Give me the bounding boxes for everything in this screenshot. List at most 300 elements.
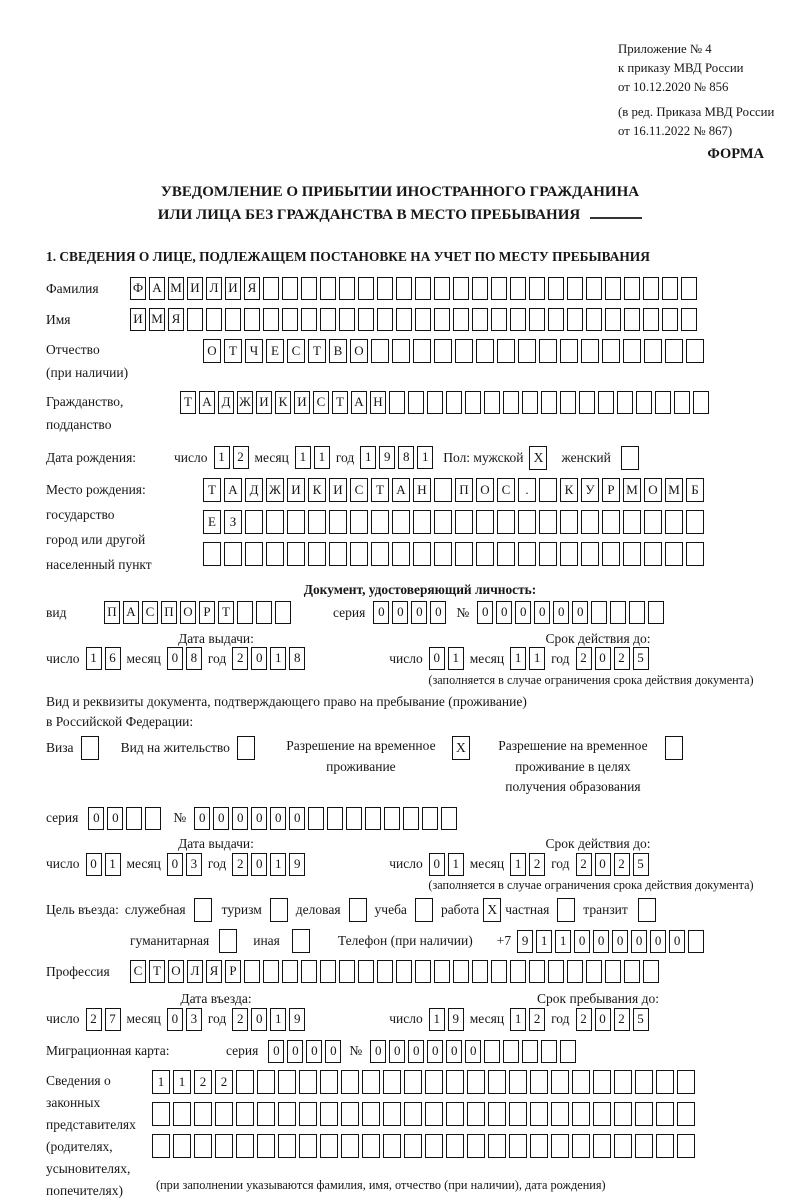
char-cell[interactable]: 0 — [373, 601, 389, 624]
stay-day-cells[interactable] — [429, 1008, 464, 1031]
char-cell[interactable]: С — [497, 478, 515, 502]
char-cell[interactable]: И — [130, 308, 146, 331]
birth-day-cells[interactable] — [214, 446, 249, 469]
temp-residence-permit-checkbox[interactable]: X — [452, 736, 470, 760]
char-cell[interactable]: 0 — [430, 601, 446, 624]
char-cell[interactable]: 5 — [633, 853, 649, 876]
char-cell[interactable]: 0 — [669, 930, 685, 953]
char-cell[interactable] — [518, 542, 536, 566]
char-cell[interactable]: 2 — [529, 853, 545, 876]
char-cell[interactable] — [425, 1134, 443, 1158]
char-cell[interactable]: О — [476, 478, 494, 502]
char-cell[interactable]: 2 — [232, 647, 248, 670]
purpose-other-checkbox[interactable] — [292, 929, 310, 953]
char-cell[interactable] — [476, 510, 494, 534]
char-cell[interactable]: А — [392, 478, 410, 502]
char-cell[interactable] — [677, 1070, 695, 1094]
char-cell[interactable] — [662, 308, 678, 331]
char-cell[interactable]: 0 — [650, 930, 666, 953]
char-cell[interactable] — [581, 510, 599, 534]
char-cell[interactable] — [446, 1102, 464, 1126]
char-cell[interactable]: 0 — [289, 807, 305, 830]
char-cell[interactable]: 0 — [325, 1040, 341, 1063]
char-cell[interactable] — [257, 1102, 275, 1126]
char-cell[interactable]: К — [560, 478, 578, 502]
char-cell[interactable]: 2 — [576, 1008, 592, 1031]
char-cell[interactable] — [350, 542, 368, 566]
purpose-tourism-checkbox[interactable] — [270, 898, 288, 922]
patronymic-cells[interactable] — [203, 339, 704, 363]
char-cell[interactable] — [404, 1070, 422, 1094]
char-cell[interactable]: 2 — [233, 446, 249, 469]
char-cell[interactable] — [541, 1040, 557, 1063]
char-cell[interactable] — [605, 308, 621, 331]
char-cell[interactable] — [453, 308, 469, 331]
char-cell[interactable] — [472, 277, 488, 300]
purpose-official-checkbox[interactable] — [194, 898, 212, 922]
phone-cells[interactable] — [517, 930, 704, 953]
char-cell[interactable] — [287, 542, 305, 566]
char-cell[interactable]: М — [623, 478, 641, 502]
char-cell[interactable] — [225, 308, 241, 331]
char-cell[interactable] — [453, 960, 469, 983]
char-cell[interactable] — [602, 542, 620, 566]
resid-valid-year-cells[interactable] — [576, 853, 649, 876]
char-cell[interactable]: 0 — [107, 807, 123, 830]
char-cell[interactable] — [299, 1102, 317, 1126]
char-cell[interactable]: И — [256, 391, 272, 414]
char-cell[interactable] — [377, 277, 393, 300]
char-cell[interactable] — [434, 510, 452, 534]
char-cell[interactable] — [384, 807, 400, 830]
char-cell[interactable] — [488, 1102, 506, 1126]
char-cell[interactable] — [686, 510, 704, 534]
char-cell[interactable]: Н — [413, 478, 431, 502]
char-cell[interactable] — [530, 1070, 548, 1094]
char-cell[interactable] — [581, 339, 599, 363]
char-cell[interactable] — [491, 277, 507, 300]
char-cell[interactable] — [593, 1134, 611, 1158]
char-cell[interactable] — [194, 1102, 212, 1126]
char-cell[interactable] — [665, 339, 683, 363]
char-cell[interactable] — [560, 1040, 576, 1063]
char-cell[interactable] — [579, 391, 595, 414]
char-cell[interactable] — [509, 1102, 527, 1126]
char-cell[interactable]: 2 — [86, 1008, 102, 1031]
char-cell[interactable] — [572, 1134, 590, 1158]
char-cell[interactable]: 0 — [572, 601, 588, 624]
char-cell[interactable] — [617, 391, 633, 414]
char-cell[interactable] — [282, 308, 298, 331]
char-cell[interactable] — [434, 277, 450, 300]
char-cell[interactable] — [350, 510, 368, 534]
char-cell[interactable] — [518, 339, 536, 363]
resid-issue-year-cells[interactable] — [232, 853, 305, 876]
profession-cells[interactable] — [130, 960, 659, 983]
resid-issue-day-cells[interactable] — [86, 853, 121, 876]
birth-month-cells[interactable] — [295, 446, 330, 469]
char-cell[interactable] — [301, 960, 317, 983]
char-cell[interactable] — [282, 960, 298, 983]
char-cell[interactable] — [643, 308, 659, 331]
char-cell[interactable] — [629, 601, 645, 624]
char-cell[interactable] — [467, 1134, 485, 1158]
char-cell[interactable] — [467, 1070, 485, 1094]
char-cell[interactable]: Я — [206, 960, 222, 983]
char-cell[interactable]: 9 — [289, 853, 305, 876]
char-cell[interactable]: 3 — [186, 853, 202, 876]
char-cell[interactable] — [308, 510, 326, 534]
char-cell[interactable]: О — [180, 601, 196, 624]
char-cell[interactable]: 0 — [631, 930, 647, 953]
char-cell[interactable]: 9 — [379, 446, 395, 469]
char-cell[interactable]: 0 — [306, 1040, 322, 1063]
char-cell[interactable] — [365, 807, 381, 830]
char-cell[interactable] — [488, 1134, 506, 1158]
char-cell[interactable]: 1 — [510, 1008, 526, 1031]
char-cell[interactable]: 1 — [448, 853, 464, 876]
char-cell[interactable] — [624, 277, 640, 300]
char-cell[interactable] — [404, 1102, 422, 1126]
char-cell[interactable] — [244, 960, 260, 983]
char-cell[interactable] — [308, 807, 324, 830]
char-cell[interactable]: М — [149, 308, 165, 331]
char-cell[interactable] — [636, 391, 652, 414]
purpose-study-checkbox[interactable] — [415, 898, 433, 922]
char-cell[interactable]: 0 — [411, 601, 427, 624]
char-cell[interactable]: 1 — [270, 647, 286, 670]
char-cell[interactable] — [644, 542, 662, 566]
char-cell[interactable] — [263, 960, 279, 983]
char-cell[interactable] — [551, 1070, 569, 1094]
char-cell[interactable] — [145, 807, 161, 830]
char-cell[interactable]: Т — [218, 601, 234, 624]
char-cell[interactable]: 1 — [510, 853, 526, 876]
char-cell[interactable] — [320, 960, 336, 983]
char-cell[interactable] — [560, 510, 578, 534]
char-cell[interactable] — [688, 930, 704, 953]
char-cell[interactable]: Я — [244, 277, 260, 300]
char-cell[interactable] — [567, 277, 583, 300]
char-cell[interactable] — [656, 1070, 674, 1094]
char-cell[interactable] — [282, 277, 298, 300]
char-cell[interactable] — [623, 542, 641, 566]
char-cell[interactable] — [614, 1070, 632, 1094]
char-cell[interactable] — [610, 601, 626, 624]
char-cell[interactable] — [358, 960, 374, 983]
stay-year-cells[interactable] — [576, 1008, 649, 1031]
char-cell[interactable]: 1 — [214, 446, 230, 469]
char-cell[interactable]: 0 — [167, 647, 183, 670]
char-cell[interactable]: 2 — [614, 647, 630, 670]
char-cell[interactable] — [152, 1134, 170, 1158]
char-cell[interactable] — [541, 391, 557, 414]
char-cell[interactable] — [215, 1134, 233, 1158]
char-cell[interactable]: 1 — [152, 1070, 170, 1094]
char-cell[interactable] — [643, 277, 659, 300]
char-cell[interactable] — [396, 960, 412, 983]
char-cell[interactable]: 1 — [448, 647, 464, 670]
char-cell[interactable] — [510, 308, 526, 331]
char-cell[interactable] — [548, 308, 564, 331]
char-cell[interactable] — [434, 542, 452, 566]
char-cell[interactable]: 9 — [517, 930, 533, 953]
char-cell[interactable] — [567, 308, 583, 331]
char-cell[interactable]: С — [130, 960, 146, 983]
char-cell[interactable] — [693, 391, 709, 414]
char-cell[interactable]: 0 — [429, 647, 445, 670]
char-cell[interactable] — [392, 339, 410, 363]
char-cell[interactable] — [441, 807, 457, 830]
char-cell[interactable] — [624, 960, 640, 983]
char-cell[interactable] — [287, 510, 305, 534]
char-cell[interactable] — [491, 960, 507, 983]
char-cell[interactable]: 0 — [194, 807, 210, 830]
char-cell[interactable] — [341, 1102, 359, 1126]
doc-issue-month-cells[interactable] — [167, 647, 202, 670]
char-cell[interactable]: 8 — [186, 647, 202, 670]
char-cell[interactable] — [126, 807, 142, 830]
char-cell[interactable] — [635, 1070, 653, 1094]
char-cell[interactable]: 1 — [295, 446, 311, 469]
char-cell[interactable] — [266, 510, 284, 534]
char-cell[interactable]: 5 — [633, 1008, 649, 1031]
char-cell[interactable]: Ж — [237, 391, 253, 414]
char-cell[interactable]: 0 — [270, 807, 286, 830]
char-cell[interactable] — [593, 1070, 611, 1094]
char-cell[interactable]: Н — [370, 391, 386, 414]
char-cell[interactable]: Л — [187, 960, 203, 983]
char-cell[interactable] — [591, 601, 607, 624]
char-cell[interactable] — [602, 510, 620, 534]
char-cell[interactable]: 1 — [555, 930, 571, 953]
char-cell[interactable]: Д — [218, 391, 234, 414]
purpose-business-checkbox[interactable] — [349, 898, 367, 922]
char-cell[interactable]: 0 — [612, 930, 628, 953]
char-cell[interactable] — [484, 391, 500, 414]
char-cell[interactable] — [662, 277, 678, 300]
char-cell[interactable]: Т — [332, 391, 348, 414]
char-cell[interactable]: П — [161, 601, 177, 624]
char-cell[interactable] — [173, 1102, 191, 1126]
char-cell[interactable] — [403, 807, 419, 830]
char-cell[interactable] — [339, 308, 355, 331]
char-cell[interactable] — [522, 391, 538, 414]
char-cell[interactable] — [377, 960, 393, 983]
char-cell[interactable] — [392, 510, 410, 534]
char-cell[interactable] — [643, 960, 659, 983]
char-cell[interactable] — [377, 308, 393, 331]
char-cell[interactable] — [434, 308, 450, 331]
char-cell[interactable] — [263, 277, 279, 300]
char-cell[interactable] — [236, 1070, 254, 1094]
char-cell[interactable]: Т — [224, 339, 242, 363]
char-cell[interactable]: 2 — [614, 853, 630, 876]
char-cell[interactable]: 8 — [289, 647, 305, 670]
citizenship-cells[interactable] — [180, 391, 709, 414]
char-cell[interactable] — [320, 1102, 338, 1126]
char-cell[interactable]: 9 — [448, 1008, 464, 1031]
char-cell[interactable]: 0 — [446, 1040, 462, 1063]
char-cell[interactable] — [346, 807, 362, 830]
char-cell[interactable]: 0 — [595, 1008, 611, 1031]
char-cell[interactable] — [275, 601, 291, 624]
char-cell[interactable] — [278, 1134, 296, 1158]
char-cell[interactable] — [339, 960, 355, 983]
char-cell[interactable] — [257, 1134, 275, 1158]
char-cell[interactable] — [581, 542, 599, 566]
char-cell[interactable]: 1 — [536, 930, 552, 953]
representatives-cells-2[interactable] — [152, 1102, 695, 1126]
char-cell[interactable] — [383, 1070, 401, 1094]
char-cell[interactable] — [263, 308, 279, 331]
birth-place-cells-2[interactable] — [203, 510, 704, 534]
char-cell[interactable]: 0 — [496, 601, 512, 624]
char-cell[interactable] — [206, 308, 222, 331]
char-cell[interactable] — [245, 542, 263, 566]
char-cell[interactable] — [299, 1070, 317, 1094]
char-cell[interactable] — [593, 1102, 611, 1126]
purpose-transit-checkbox[interactable] — [638, 898, 656, 922]
char-cell[interactable]: В — [329, 339, 347, 363]
char-cell[interactable] — [509, 1070, 527, 1094]
char-cell[interactable] — [329, 542, 347, 566]
char-cell[interactable]: 0 — [268, 1040, 284, 1063]
char-cell[interactable] — [586, 308, 602, 331]
char-cell[interactable]: 0 — [167, 1008, 183, 1031]
char-cell[interactable] — [362, 1070, 380, 1094]
char-cell[interactable] — [341, 1134, 359, 1158]
char-cell[interactable]: 1 — [173, 1070, 191, 1094]
entry-month-cells[interactable] — [167, 1008, 202, 1031]
char-cell[interactable]: 0 — [427, 1040, 443, 1063]
birth-year-cells[interactable] — [360, 446, 433, 469]
char-cell[interactable] — [465, 391, 481, 414]
char-cell[interactable] — [605, 277, 621, 300]
char-cell[interactable]: О — [203, 339, 221, 363]
char-cell[interactable]: З — [224, 510, 242, 534]
char-cell[interactable] — [681, 308, 697, 331]
char-cell[interactable] — [404, 1134, 422, 1158]
char-cell[interactable]: Р — [199, 601, 215, 624]
char-cell[interactable] — [301, 308, 317, 331]
char-cell[interactable]: 6 — [105, 647, 121, 670]
char-cell[interactable] — [635, 1134, 653, 1158]
char-cell[interactable] — [510, 277, 526, 300]
char-cell[interactable]: 0 — [595, 853, 611, 876]
char-cell[interactable]: У — [581, 478, 599, 502]
char-cell[interactable] — [152, 1102, 170, 1126]
char-cell[interactable]: 0 — [251, 1008, 267, 1031]
char-cell[interactable]: А — [149, 277, 165, 300]
char-cell[interactable]: 3 — [186, 1008, 202, 1031]
representatives-cells-1[interactable] — [152, 1070, 695, 1094]
char-cell[interactable] — [677, 1102, 695, 1126]
char-cell[interactable]: И — [225, 277, 241, 300]
char-cell[interactable]: Ж — [266, 478, 284, 502]
char-cell[interactable] — [320, 1134, 338, 1158]
char-cell[interactable] — [518, 510, 536, 534]
char-cell[interactable] — [586, 277, 602, 300]
char-cell[interactable]: О — [644, 478, 662, 502]
char-cell[interactable]: 0 — [534, 601, 550, 624]
char-cell[interactable]: А — [199, 391, 215, 414]
char-cell[interactable] — [624, 308, 640, 331]
char-cell[interactable]: 0 — [574, 930, 590, 953]
entry-year-cells[interactable] — [232, 1008, 305, 1031]
char-cell[interactable]: 2 — [576, 853, 592, 876]
char-cell[interactable] — [358, 277, 374, 300]
char-cell[interactable]: Р — [225, 960, 241, 983]
char-cell[interactable] — [509, 1134, 527, 1158]
char-cell[interactable]: 1 — [360, 446, 376, 469]
char-cell[interactable]: 0 — [408, 1040, 424, 1063]
char-cell[interactable]: М — [168, 277, 184, 300]
doc-valid-day-cells[interactable] — [429, 647, 464, 670]
char-cell[interactable]: И — [187, 277, 203, 300]
char-cell[interactable] — [530, 1134, 548, 1158]
char-cell[interactable]: 2 — [194, 1070, 212, 1094]
char-cell[interactable]: 0 — [465, 1040, 481, 1063]
char-cell[interactable] — [425, 1102, 443, 1126]
char-cell[interactable] — [320, 277, 336, 300]
char-cell[interactable]: 0 — [595, 647, 611, 670]
sex-female-checkbox[interactable] — [621, 446, 639, 470]
char-cell[interactable] — [278, 1070, 296, 1094]
visa-checkbox[interactable] — [81, 736, 99, 760]
char-cell[interactable] — [446, 1070, 464, 1094]
char-cell[interactable] — [539, 478, 557, 502]
resid-number-cells[interactable] — [194, 807, 457, 830]
char-cell[interactable] — [358, 308, 374, 331]
char-cell[interactable] — [497, 339, 515, 363]
char-cell[interactable]: 0 — [251, 853, 267, 876]
char-cell[interactable] — [383, 1134, 401, 1158]
char-cell[interactable] — [539, 510, 557, 534]
char-cell[interactable] — [510, 960, 526, 983]
char-cell[interactable] — [455, 510, 473, 534]
char-cell[interactable]: М — [665, 478, 683, 502]
char-cell[interactable]: 0 — [88, 807, 104, 830]
char-cell[interactable]: 1 — [417, 446, 433, 469]
doc-valid-month-cells[interactable] — [510, 647, 545, 670]
char-cell[interactable]: 2 — [576, 647, 592, 670]
char-cell[interactable]: 0 — [553, 601, 569, 624]
char-cell[interactable]: 0 — [251, 647, 267, 670]
char-cell[interactable] — [656, 1134, 674, 1158]
char-cell[interactable] — [567, 960, 583, 983]
temp-residence-permit-edu-checkbox[interactable] — [665, 736, 683, 760]
char-cell[interactable] — [467, 1102, 485, 1126]
doc-series-cells[interactable] — [373, 601, 446, 624]
char-cell[interactable]: 0 — [213, 807, 229, 830]
char-cell[interactable] — [320, 308, 336, 331]
char-cell[interactable] — [245, 510, 263, 534]
char-cell[interactable] — [453, 277, 469, 300]
char-cell[interactable]: 1 — [429, 1008, 445, 1031]
char-cell[interactable]: Я — [168, 308, 184, 331]
char-cell[interactable]: 9 — [289, 1008, 305, 1031]
char-cell[interactable] — [686, 542, 704, 566]
char-cell[interactable]: О — [350, 339, 368, 363]
char-cell[interactable] — [389, 391, 405, 414]
char-cell[interactable] — [484, 1040, 500, 1063]
char-cell[interactable]: А — [351, 391, 367, 414]
char-cell[interactable]: И — [294, 391, 310, 414]
char-cell[interactable]: 0 — [287, 1040, 303, 1063]
char-cell[interactable] — [476, 339, 494, 363]
mig-series-cells[interactable] — [268, 1040, 341, 1063]
